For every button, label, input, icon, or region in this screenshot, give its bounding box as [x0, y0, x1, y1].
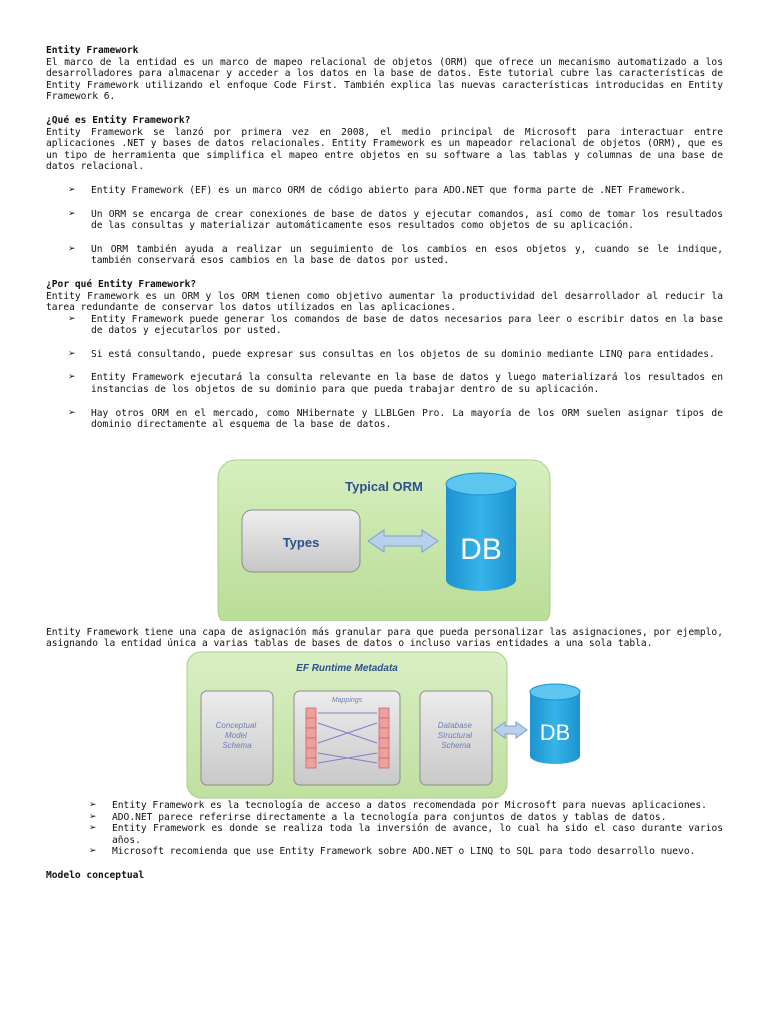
list-item: ➢ Si está consultando, puede expresar sus consultas en los objetos de su dominio mediante LINQ para entidades. — [68, 348, 715, 360]
section-what-bullets — [46, 185, 723, 267]
mapping-paragraph: Entity Framework tiene una capa de asignación más granular para que pueda personalizar las asignaciones, por ejemplo, asignando la entidad única a varias tablas de bases de datos o incluso varias entidades a una sola tabla. — [46, 626, 723, 650]
mapping-table-left — [306, 708, 316, 768]
types-label: Types — [282, 534, 320, 550]
arrow-bullet-icon: ➢ — [68, 348, 76, 359]
conceptual-model-heading: Modelo conceptual — [46, 870, 145, 881]
arrow-bullet-icon: ➢ — [68, 184, 76, 195]
db-label: DB — [539, 720, 571, 746]
section-why-heading: ¿Por qué Entity Framework? — [46, 278, 197, 290]
arrow-bullet-icon: ➢ — [68, 243, 76, 254]
arrow-bullet-icon: ➢ — [89, 823, 97, 834]
ef-runtime-metadata-diagram — [46, 650, 723, 800]
arrow-bullet-icon: ➢ — [68, 208, 76, 219]
metadata-panel-title: EF Runtime Metadata — [296, 663, 398, 675]
section-why-bullets — [46, 314, 723, 431]
db-label: DB — [460, 532, 502, 566]
list-item: ➢ Entity Framework es la tecnología de acceso a datos recomendada por Microsoft para nuevas aplicaciones. — [89, 800, 707, 812]
list-item: ➢ Entity Framework puede generar los comandos de base de datos necesarios para leer o escribir datos en la base de datos y ejecutarlos por usted. — [68, 313, 723, 337]
orm-panel-title: Typical ORM — [345, 478, 423, 494]
section-what-heading: ¿Qué es Entity Framework? — [46, 114, 191, 126]
database-schema-label: Database Structural Schema — [437, 721, 473, 751]
list-item: ➢ ADO.NET parece referirse directamente a la tecnología para conjuntos de datos y tablas de datos. — [89, 811, 667, 823]
typical-orm-diagram — [46, 431, 723, 621]
section-why-paragraph: Entity Framework es un ORM y los ORM tienen como objetivo aumentar la productividad del desarrollador al reducir la tarea redundante de conservar los datos utilizados en las aplicaciones. — [46, 290, 723, 314]
list-item: ➢ Hay otros ORM en el mercado, como NHibernate y LLBLGen Pro. La mayoría de los ORM suelen asignar tipos de dominio directamente al esquema de la base de datos. — [68, 407, 723, 431]
list-item: ➢ Microsoft recomienda que use Entity Framework sobre ADO.NET o LINQ to SQL para todo desarrollo nuevo. — [89, 846, 696, 858]
ef-runtime-metadata-figure — [46, 650, 723, 800]
list-item: ➢ Un ORM también ayuda a realizar un seguimiento de los cambios en esos objetos y, cuando se le indique, también conservará esos cambios en la base de datos por usted. — [68, 243, 723, 267]
section-what-paragraph: Entity Framework se lanzó por primera vez en 2008, el medio principal de Microsoft para interactuar entre aplicaciones .NET y bases de datos relacionales. Entity Framework es un mapeador relacional de objetos (ORM), que es un tipo de herramienta que simplifica el mapeo entre objetos en su software a las tablas y columnas de una base de datos relacional. — [46, 126, 723, 173]
list-item: ➢ Un ORM se encarga de crear conexiones de base de datos y ejecutar comandos, así como de tomar los resultados de las consultas y materializar automáticamente esos resultados como objetos de su aplicación. — [68, 208, 723, 232]
arrow-bullet-icon: ➢ — [89, 800, 97, 811]
closing-bullets — [46, 800, 723, 858]
conceptual-model-label: Conceptual Model Schema — [215, 721, 257, 751]
document-title: Entity Framework — [46, 45, 139, 56]
arrow-bullet-icon: ➢ — [68, 372, 76, 383]
arrow-bullet-icon: ➢ — [89, 811, 97, 822]
arrow-bullet-icon: ➢ — [68, 313, 76, 324]
arrow-bullet-icon: ➢ — [89, 846, 97, 857]
list-item: ➢ Entity Framework es donde se realiza toda la inversión de avance, lo cual ha sido el caso durante varios años. — [89, 823, 723, 846]
mappings-label: Mappings — [331, 697, 363, 705]
mapping-table-right — [379, 708, 389, 768]
document-page — [46, 45, 723, 882]
typical-orm-figure — [46, 431, 723, 621]
list-item: ➢ Entity Framework (EF) es un marco ORM de código abierto para ADO.NET que forma parte de .NET Framework. — [68, 184, 686, 196]
arrow-bullet-icon: ➢ — [68, 407, 76, 418]
list-item: ➢ Entity Framework ejecutará la consulta relevante en la base de datos y luego materializará los resultados en instancias de los objetos de su dominio para que pueda trabajar dentro de su aplicación. — [68, 372, 723, 396]
intro-paragraph: El marco de la entidad es un marco de mapeo relacional de objetos (ORM) que ofrece un mecanismo automatizado a los desarrolladores para almacenar y acceder a los datos en la base de datos. Este tutorial cubre las características de Entity Framework utilizando el enfoque Code First. También explica las nuevas características introducidas en Entity Framework 6. — [46, 56, 723, 103]
